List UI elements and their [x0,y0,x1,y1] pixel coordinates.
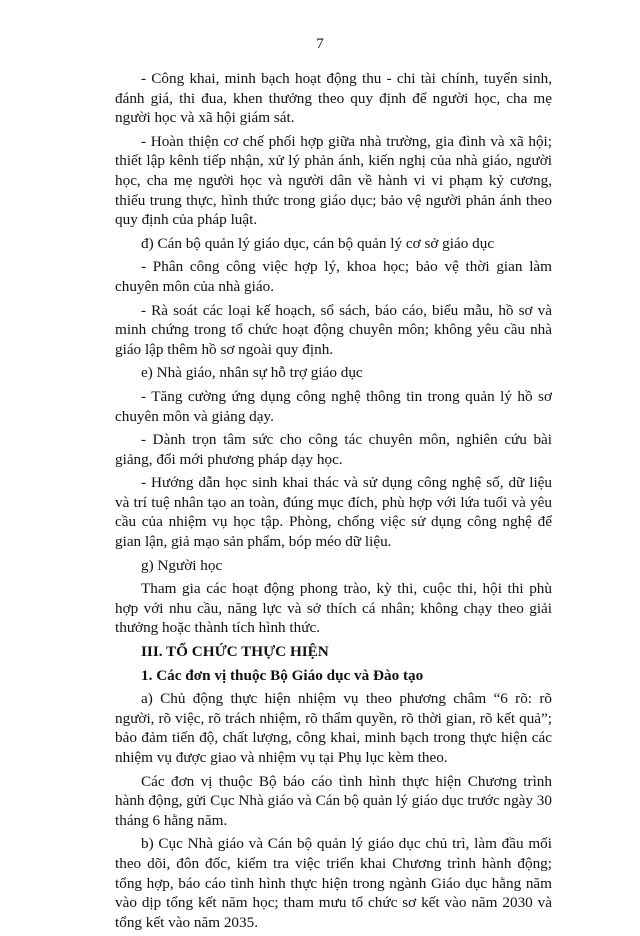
paragraph-review-records: - Rà soát các loại kế hoạch, sổ sách, báo cáo, biểu mẫu, hồ sơ và minh chứng trong tổ chức hoạt động chuyên môn; không yêu cầu nhà giáo lập thêm hồ sơ ngoài quy định. [115,301,552,358]
paragraph-digital-guidance: - Hướng dẫn học sinh khai thác và sử dụng công nghệ số, dữ liệu và trí tuệ nhân tạo an toàn, đúng mục đích, phù hợp với lứa tuổi và yêu cầu của nhiệm vụ học tập. Phòng, chống việc sử dụng công nghệ để gian lận, giả mạo sản phẩm, bóp méo dữ liệu. [115,474,552,551]
paragraph-dedication: - Dành trọn tâm sức cho công tác chuyên môn, nghiên cứu bài giảng, đổi mới phương pháp dạy học. [115,431,552,468]
paragraph-item-b: b) Cục Nhà giáo và Cán bộ quản lý giáo dục chủ trì, làm đầu mối theo dõi, đôn đốc, kiểm tra việc triển khai Chương trình hành động; tổng hợp, báo cáo tình hình thực hiện trong ngành Giáo dục hằng năm vào dịp tổng kết năm học; tham mưu tổ chức sơ kết vào năm 2030 và tổng kết vào năm 2035. [115,835,552,931]
section-d-managers: đ) Cán bộ quản lý giáo dục, cán bộ quản lý cơ sở giáo dục [141,234,495,252]
section-g-learners: g) Người học [141,556,223,574]
section-e-teachers: e) Nhà giáo, nhân sự hỗ trợ giáo dục [141,364,363,382]
paragraph-reporting: Các đơn vị thuộc Bộ báo cáo tình hình thực hiện Chương trình hành động, gửi Cục Nhà giáo và Cán bộ quản lý giáo dục trước ngày 30 tháng 6 hằng năm. [115,772,552,829]
heading-ministry-units: 1. Các đơn vị thuộc Bộ Giáo dục và Đào tạo [141,666,424,684]
paragraph-work-assignment: - Phân công công việc hợp lý, khoa học; bảo vệ thời gian làm chuyên môn của nhà giáo. [115,258,552,295]
paragraph-coordination-mechanism: - Hoàn thiện cơ chế phối hợp giữa nhà trường, gia đình và xã hội; thiết lập kênh tiếp nhận, xử lý phản ánh, kiến nghị của nhà giáo, người học, cha mẹ người học và người dân về hành vi vi phạm kỷ cương, thiếu trung thực, hình thức trong giáo dục; bảo vệ người phản ánh theo quy định của pháp luật. [115,132,552,229]
paragraph-public-finance: - Công khai, minh bạch hoạt động thu - chi tài chính, tuyển sinh, đánh giá, thi đua, khen thưởng theo quy định để người học, cha mẹ người học và xã hội giám sát. [115,70,552,127]
paragraph-it-application: - Tăng cường ứng dụng công nghệ thông tin trong quản lý hồ sơ chuyên môn và giảng dạy. [115,387,552,425]
paragraph-item-a: a) Chủ động thực hiện nhiệm vụ theo phương châm “6 rõ: rõ người, rõ việc, rõ trách nhiệm, rõ thẩm quyền, rõ thời gian, rõ kết quả”; bảo đảm tiến độ, chất lượng, công khai, minh bạch trong thực hiện các nhiệm vụ được giao và nhiệm vụ tại Phụ lục kèm theo. [115,690,552,766]
page-number: 7 [316,36,324,52]
heading-implementation: III. TỔ CHỨC THỰC HIỆN [141,643,329,661]
paragraph-learner-participation: Tham gia các hoạt động phong trào, kỳ thi, cuộc thi, hội thi phù hợp với nhu cầu, năng lực và sở thích cá nhân; không chạy theo giải thưởng hoặc thành tích hình thức. [115,580,552,637]
document-body [115,69,552,936]
